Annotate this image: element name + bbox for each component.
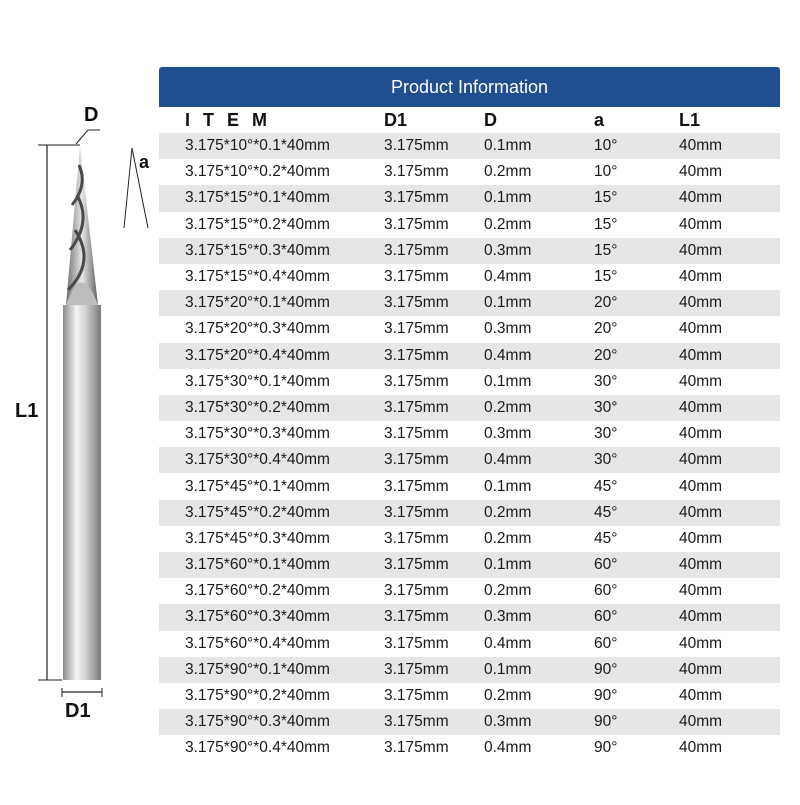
cell-angle: 20°: [594, 316, 679, 342]
cell-item: 3.175*20°*0.4*40mm: [159, 343, 384, 369]
cell-d: 0.1mm: [484, 473, 594, 499]
cell-item: 3.175*90°*0.1*40mm: [159, 657, 384, 683]
table-header-row: [159, 107, 780, 133]
cell-d1: 3.175mm: [384, 316, 484, 342]
cell-d1: 3.175mm: [384, 395, 484, 421]
cell-angle: 15°: [594, 264, 679, 290]
cell-l1: 40mm: [679, 473, 780, 499]
cell-angle: 30°: [594, 447, 679, 473]
cell-d1: 3.175mm: [384, 290, 484, 316]
table-row: [159, 604, 780, 630]
cell-angle: 45°: [594, 473, 679, 499]
cell-item: 3.175*15°*0.1*40mm: [159, 185, 384, 211]
cell-item: 3.175*60°*0.3*40mm: [159, 604, 384, 630]
cell-d1: 3.175mm: [384, 343, 484, 369]
cell-d1: 3.175mm: [384, 212, 484, 238]
table-row: [159, 735, 780, 761]
cell-angle: 45°: [594, 526, 679, 552]
cell-item: 3.175*60°*0.4*40mm: [159, 631, 384, 657]
cell-angle: 20°: [594, 290, 679, 316]
cell-l1: 40mm: [679, 526, 780, 552]
cell-d1: 3.175mm: [384, 421, 484, 447]
cell-d: 0.2mm: [484, 395, 594, 421]
cell-item: 3.175*10°*0.2*40mm: [159, 159, 384, 185]
cell-item: 3.175*15°*0.3*40mm: [159, 238, 384, 264]
cell-item: 3.175*20°*0.1*40mm: [159, 290, 384, 316]
table-row: [159, 369, 780, 395]
cell-angle: 30°: [594, 369, 679, 395]
cell-d: 0.2mm: [484, 500, 594, 526]
table-row: [159, 447, 780, 473]
cell-l1: 40mm: [679, 290, 780, 316]
cell-l1: 40mm: [679, 683, 780, 709]
cell-l1: 40mm: [679, 604, 780, 630]
cell-l1: 40mm: [679, 552, 780, 578]
cell-d: 0.1mm: [484, 133, 594, 159]
label-d: D: [84, 104, 99, 126]
cell-item: 3.175*15°*0.4*40mm: [159, 264, 384, 290]
cell-d: 0.1mm: [484, 657, 594, 683]
cell-l1: 40mm: [679, 316, 780, 342]
cell-d: 0.2mm: [484, 212, 594, 238]
cell-angle: 60°: [594, 631, 679, 657]
cell-d: 0.2mm: [484, 578, 594, 604]
cell-angle: 60°: [594, 578, 679, 604]
cell-d1: 3.175mm: [384, 159, 484, 185]
cell-d: 0.3mm: [484, 709, 594, 735]
table-row: [159, 264, 780, 290]
cell-item: 3.175*30°*0.2*40mm: [159, 395, 384, 421]
label-angle-a: a: [139, 152, 150, 172]
cell-l1: 40mm: [679, 500, 780, 526]
cell-d1: 3.175mm: [384, 238, 484, 264]
cell-d1: 3.175mm: [384, 604, 484, 630]
cell-d: 0.4mm: [484, 447, 594, 473]
cell-d1: 3.175mm: [384, 526, 484, 552]
cell-item: 3.175*45°*0.3*40mm: [159, 526, 384, 552]
cell-angle: 45°: [594, 500, 679, 526]
cell-l1: 40mm: [679, 709, 780, 735]
cell-angle: 15°: [594, 238, 679, 264]
table-row: [159, 421, 780, 447]
table-row: [159, 238, 780, 264]
cell-l1: 40mm: [679, 185, 780, 211]
cell-d1: 3.175mm: [384, 500, 484, 526]
cell-item: 3.175*90°*0.2*40mm: [159, 683, 384, 709]
cell-item: 3.175*30°*0.3*40mm: [159, 421, 384, 447]
label-d1: D1: [65, 700, 91, 722]
table-row: [159, 473, 780, 499]
cell-l1: 40mm: [679, 264, 780, 290]
cell-d1: 3.175mm: [384, 709, 484, 735]
column-header-item: I T E M: [185, 109, 271, 130]
cell-l1: 40mm: [679, 578, 780, 604]
angle-line-left: [124, 148, 132, 228]
cell-d: 0.1mm: [484, 369, 594, 395]
table-row: [159, 290, 780, 316]
cell-angle: 10°: [594, 133, 679, 159]
table-row: [159, 578, 780, 604]
cell-l1: 40mm: [679, 631, 780, 657]
cell-item: 3.175*10°*0.1*40mm: [159, 133, 384, 159]
cell-angle: 90°: [594, 709, 679, 735]
cell-d1: 3.175mm: [384, 552, 484, 578]
cell-d1: 3.175mm: [384, 447, 484, 473]
cell-angle: 15°: [594, 185, 679, 211]
cell-l1: 40mm: [679, 212, 780, 238]
table-row: [159, 709, 780, 735]
cell-d1: 3.175mm: [384, 264, 484, 290]
cell-l1: 40mm: [679, 447, 780, 473]
cell-angle: 10°: [594, 159, 679, 185]
cell-angle: 30°: [594, 421, 679, 447]
table-row: [159, 631, 780, 657]
cell-angle: 20°: [594, 343, 679, 369]
column-header-a: a: [594, 109, 605, 130]
cell-item: 3.175*45°*0.2*40mm: [159, 500, 384, 526]
product-information-table: [159, 67, 780, 762]
cell-item: 3.175*20°*0.3*40mm: [159, 316, 384, 342]
cell-l1: 40mm: [679, 735, 780, 761]
cell-l1: 40mm: [679, 343, 780, 369]
cell-angle: 90°: [594, 657, 679, 683]
d-leader-line: [76, 130, 88, 144]
cell-angle: 60°: [594, 604, 679, 630]
cell-l1: 40mm: [679, 395, 780, 421]
cell-d: 0.4mm: [484, 735, 594, 761]
cell-angle: 30°: [594, 395, 679, 421]
cell-d1: 3.175mm: [384, 631, 484, 657]
cell-d1: 3.175mm: [384, 735, 484, 761]
cell-d: 0.1mm: [484, 290, 594, 316]
cell-d: 0.2mm: [484, 159, 594, 185]
cell-d1: 3.175mm: [384, 657, 484, 683]
cell-item: 3.175*30°*0.4*40mm: [159, 447, 384, 473]
cell-d: 0.1mm: [484, 552, 594, 578]
cell-d1: 3.175mm: [384, 578, 484, 604]
cell-d: 0.4mm: [484, 264, 594, 290]
column-header-l1: L1: [679, 109, 701, 130]
cell-d: 0.3mm: [484, 604, 594, 630]
cell-l1: 40mm: [679, 369, 780, 395]
cell-item: 3.175*60°*0.1*40mm: [159, 552, 384, 578]
cell-d: 0.3mm: [484, 316, 594, 342]
cell-item: 3.175*30°*0.1*40mm: [159, 369, 384, 395]
cell-item: 3.175*60°*0.2*40mm: [159, 578, 384, 604]
cell-angle: 15°: [594, 212, 679, 238]
cell-angle: 90°: [594, 683, 679, 709]
spec-table: [159, 107, 780, 762]
cell-angle: 90°: [594, 735, 679, 761]
cell-d: 0.4mm: [484, 631, 594, 657]
tool-diagram: [0, 0, 160, 800]
cell-l1: 40mm: [679, 159, 780, 185]
cell-d1: 3.175mm: [384, 185, 484, 211]
cell-l1: 40mm: [679, 238, 780, 264]
cell-d: 0.3mm: [484, 238, 594, 264]
table-row: [159, 316, 780, 342]
label-l1: L1: [15, 400, 39, 422]
cell-item: 3.175*90°*0.4*40mm: [159, 735, 384, 761]
cell-d1: 3.175mm: [384, 369, 484, 395]
table-row: [159, 500, 780, 526]
table-row: [159, 185, 780, 211]
table-title: Product Information: [159, 67, 780, 107]
cell-item: 3.175*15°*0.2*40mm: [159, 212, 384, 238]
table-row: [159, 683, 780, 709]
cell-d: 0.2mm: [484, 526, 594, 552]
cell-d: 0.2mm: [484, 683, 594, 709]
cell-l1: 40mm: [679, 421, 780, 447]
cell-item: 3.175*45°*0.1*40mm: [159, 473, 384, 499]
cell-item: 3.175*90°*0.3*40mm: [159, 709, 384, 735]
cell-angle: 60°: [594, 552, 679, 578]
table-row: [159, 395, 780, 421]
column-header-d: D: [484, 109, 497, 130]
cell-d: 0.1mm: [484, 185, 594, 211]
table-row: [159, 526, 780, 552]
column-header-d1: D1: [384, 109, 408, 130]
table-row: [159, 212, 780, 238]
cell-d1: 3.175mm: [384, 683, 484, 709]
cell-d1: 3.175mm: [384, 133, 484, 159]
table-row: [159, 343, 780, 369]
table-row: [159, 133, 780, 159]
cell-d1: 3.175mm: [384, 473, 484, 499]
shank: [63, 305, 101, 680]
cell-d: 0.3mm: [484, 421, 594, 447]
table-row: [159, 552, 780, 578]
table-row: [159, 657, 780, 683]
cell-l1: 40mm: [679, 133, 780, 159]
cell-l1: 40mm: [679, 657, 780, 683]
cell-d: 0.4mm: [484, 343, 594, 369]
table-row: [159, 159, 780, 185]
